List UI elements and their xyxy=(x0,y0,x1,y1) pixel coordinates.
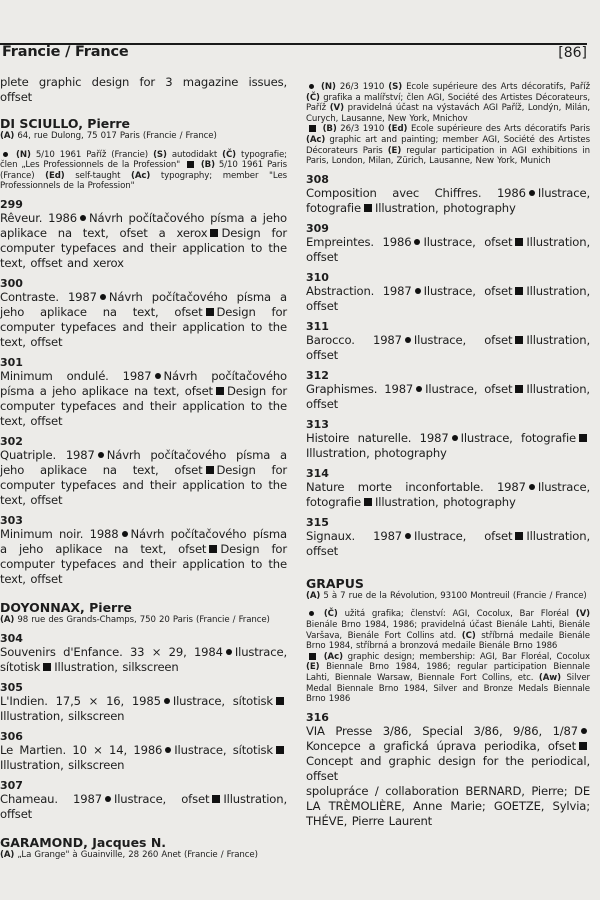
work-number: 316 xyxy=(306,710,329,724)
left-column xyxy=(0,75,287,860)
work-entry: 315 Signaux. 1987 Ilustrace, ofset Illustration, offset xyxy=(306,515,590,558)
bio-english: (B) 26/3 1910 (Ed) Ecole supérieure des Arts décoratifs Paris (Ac) graphic art and painting; member AGI, Société des Artistes Décorateurs Paris (E) regular participation in AGI exhibitions in Paris, London, Milan, Zürich, Lausanne, New York, Munich xyxy=(306,124,590,167)
bullet-dot-icon xyxy=(105,796,111,802)
artist-address: (A) 98 rue des Grands-Champs, 750 20 Paris (Francie / France) xyxy=(0,614,270,625)
bullet-dot-icon xyxy=(581,728,587,734)
bullet-dot-icon xyxy=(529,190,535,196)
work-entry: 305 L'Indien. 17,5 × 16, 1985 Ilustrace, sítotiskIllustration, silkscreen xyxy=(0,681,287,724)
work-number: 315 xyxy=(306,515,329,529)
work-number: 312 xyxy=(306,368,329,382)
bullet-square-icon xyxy=(309,125,316,132)
bio-czech: (Č) užitá grafika; členství: AGI, Cocolux, Bar Floréal (V) Bienále Brno 1984, 1986; pravidelná účast Bienále Lahti, Bienále Varšava, Bienále Fort Collins atd. (C) stříbrná medaile Bienále Brno 1984, stříbrná a bronzová medaile Bienále Brno 1986 xyxy=(306,609,591,652)
work-entry: 306 Le Martien. 10 × 14, 1986 Ilustrace, sítotiskIllustration, silkscreen xyxy=(0,730,287,773)
work-entry: 316 VIA Presse 3/86, Special 3/86, 9/86, 1/87Koncepce a grafická úprava periodika, ofsetConcept and graphic design for the periodical, offset spolupráce / collaboration BERNARD, Pierre; DE LA TRÈMOLIÈRE, Anne Marie; GOETZE, Sylvia; THÉVE, Pierre Laurent xyxy=(306,710,590,828)
artist-name: GARAMOND, Jacques N. xyxy=(0,834,167,850)
bullet-dot-icon xyxy=(309,84,314,89)
bullet-square-icon xyxy=(579,434,587,442)
bullet-square-icon xyxy=(206,466,214,474)
artist-address: (A) 5 à 7 rue de la Révolution, 93100 Montreuil (Francie / France) xyxy=(306,590,587,601)
bullet-dot-icon xyxy=(100,294,106,300)
bullet-dot-icon xyxy=(405,337,411,343)
bullet-square-icon xyxy=(515,238,523,246)
work-number: 304 xyxy=(0,631,23,645)
work-number: 314 xyxy=(306,466,329,480)
bullet-dot-icon xyxy=(226,649,232,655)
bio-czech: (N) 26/3 1910 (S) Ecole supérieure des Arts décoratifs, Paříž (Č) grafika a malířství; člen AGI, Société des Artistes Décorateurs, Paříž (V) pravidelná účast na výstavách AGI Paříž, Londýn, Milán, Curych, Lausanne, New York, Mnichov xyxy=(306,82,591,124)
work-number: 301 xyxy=(0,355,23,369)
work-entry: 310 Abstraction. 1987 Ilustrace, ofset Illustration, offset xyxy=(306,270,590,313)
work-number: 299 xyxy=(0,197,23,211)
bullet-square-icon xyxy=(515,532,523,540)
bullet-dot-icon xyxy=(452,435,458,441)
bullet-square-icon xyxy=(276,746,284,754)
bullet-dot-icon xyxy=(164,698,170,704)
work-entry: 300 Contraste. 1987 Návrh počítačového písma a jeho aplikace na text, ofset Design for computer typefaces and their application to the text, offset xyxy=(0,276,287,349)
artist-name: GRAPUS xyxy=(306,575,364,591)
bullet-square-icon xyxy=(209,545,217,553)
bullet-square-icon xyxy=(364,498,372,506)
artist-entry xyxy=(0,117,287,587)
work-entry: 303 Minimum noir. 1988 Návrh počítačového písma a jeho aplikace na text, ofset Design for computer typefaces and their application to the text, offset xyxy=(0,513,287,586)
bullet-square-icon xyxy=(515,336,523,344)
page-number: [86] xyxy=(558,45,587,61)
work-entry: 311 Barocco. 1987 Ilustrace, ofset Illustration, offset xyxy=(306,319,590,362)
work-number: 302 xyxy=(0,434,23,448)
work-number: 300 xyxy=(0,276,23,290)
bullet-dot-icon xyxy=(165,747,171,753)
collaboration-credits: spolupráce / collaboration BERNARD, Pierre; DE LA TRÈMOLIÈRE, Anne Marie; GOETZE, Sylvia; THÉVE, Pierre Laurent xyxy=(306,783,590,828)
work-entry: 309 Empreintes. 1986 Ilustrace, ofset Illustration, offset xyxy=(306,221,590,264)
work-number: 310 xyxy=(306,270,329,284)
work-number: 309 xyxy=(306,221,329,235)
work-number: 305 xyxy=(0,680,23,694)
work-entry: 307 Chameau. 1987 Ilustrace, ofset Illustration, offset xyxy=(0,778,287,821)
work-entry: 302 Quatriple. 1987 Návrh počítačového písma a jeho aplikace na text, ofset Design for computer typefaces and their application to the text, offset xyxy=(0,434,287,507)
work-entry: 314 Nature morte inconfortable. 1987 Ilustrace, fotografie Illustration, photography xyxy=(306,466,590,509)
bullet-dot-icon xyxy=(405,533,411,539)
continuation-text: plete graphic design for 3 magazine issues, offset xyxy=(0,75,287,104)
bullet-dot-icon xyxy=(98,452,104,458)
artist-name: DI SCIULLO, Pierre xyxy=(0,116,131,131)
bullet-square-icon xyxy=(579,742,587,750)
artist-address: (A) „La Grange" à Guainville, 28 260 Anet (Francie / France) xyxy=(0,849,258,860)
work-number: 311 xyxy=(306,319,329,333)
bullet-square-icon xyxy=(515,385,523,393)
bullet-square-icon xyxy=(364,204,372,212)
work-number: 307 xyxy=(0,778,23,792)
bullet-dot-icon xyxy=(529,484,535,490)
bullet-dot-icon xyxy=(122,531,128,537)
bullet-square-icon xyxy=(216,387,224,395)
bullet-dot-icon xyxy=(309,611,314,616)
bullet-square-icon xyxy=(43,663,51,671)
artist-entry xyxy=(0,836,287,861)
artist-entry xyxy=(0,601,287,822)
work-entry: 312 Graphismes. 1987 Ilustrace, ofset Illustration, offset xyxy=(306,368,590,411)
bullet-square-icon xyxy=(309,653,316,660)
bullet-dot-icon xyxy=(415,288,421,294)
bullet-square-icon xyxy=(187,161,194,168)
bullet-square-icon xyxy=(206,308,214,316)
artist-address: (A) 64, rue Dulong, 75 017 Paris (Francie / France) xyxy=(0,131,217,141)
running-head: Francie / France xyxy=(2,44,129,60)
work-number: 303 xyxy=(0,513,23,527)
work-number: 306 xyxy=(0,729,23,743)
bio-czech: (N) 5/10 1961 Paříž (Francie) (S) autodidakt (Č) typografie; člen „Les Professionnels de la Profession" (B) 5/10 1961 Paris (France) (Ed) self-taught (Ac) typography; member "Les Professionnels de la Profession" xyxy=(0,149,288,192)
bullet-dot-icon xyxy=(416,386,422,392)
artist-entry xyxy=(306,577,590,829)
bullet-square-icon xyxy=(212,795,220,803)
right-column xyxy=(306,82,590,829)
work-number: 313 xyxy=(306,417,329,431)
bio-english: (Ac) graphic design; membership: AGI, Bar Floréal, Cocolux (E) Biennale Brno 1984, 1986; regular participation Biennale Lahti, Biennale Warsaw, Biennale Fort Collins, etc. (Aw) Silver Medal Biennale Brno 1984, Silver and Bronze Medals Biennale Brno 1986 xyxy=(306,651,590,705)
bullet-square-icon xyxy=(210,229,218,237)
work-entry: 301 Minimum ondulé. 1987 Návrh počítačového písma a jeho aplikace na text, ofset Design for computer typefaces and their application to the text, offset xyxy=(0,355,288,428)
bullet-dot-icon xyxy=(80,215,86,221)
bullet-dot-icon xyxy=(3,152,8,157)
work-entry: 304 Souvenirs d'Enfance. 33 × 29, 1984 Ilustrace, sítotisk Illustration, silkscreen xyxy=(0,631,287,674)
work-number: 308 xyxy=(306,172,329,186)
bullet-square-icon xyxy=(515,287,523,295)
work-entry: 313 Histoire naturelle. 1987 Ilustrace, fotografieIllustration, photography xyxy=(306,418,590,461)
work-entry: 308 Composition avec Chiffres. 1986 Ilustrace, fotografie Illustration, photography xyxy=(306,172,590,215)
bullet-dot-icon xyxy=(414,239,420,245)
bullet-square-icon xyxy=(276,697,284,705)
artist-name: DOYONNAX, Pierre xyxy=(0,599,132,615)
bullet-dot-icon xyxy=(155,373,161,379)
work-entry: 299 Rêveur. 1986 Návrh počítačového písma a jeho aplikace na text, ofset a xerox Design for computer typefaces and their application to the text, offset and xerox xyxy=(0,197,288,270)
